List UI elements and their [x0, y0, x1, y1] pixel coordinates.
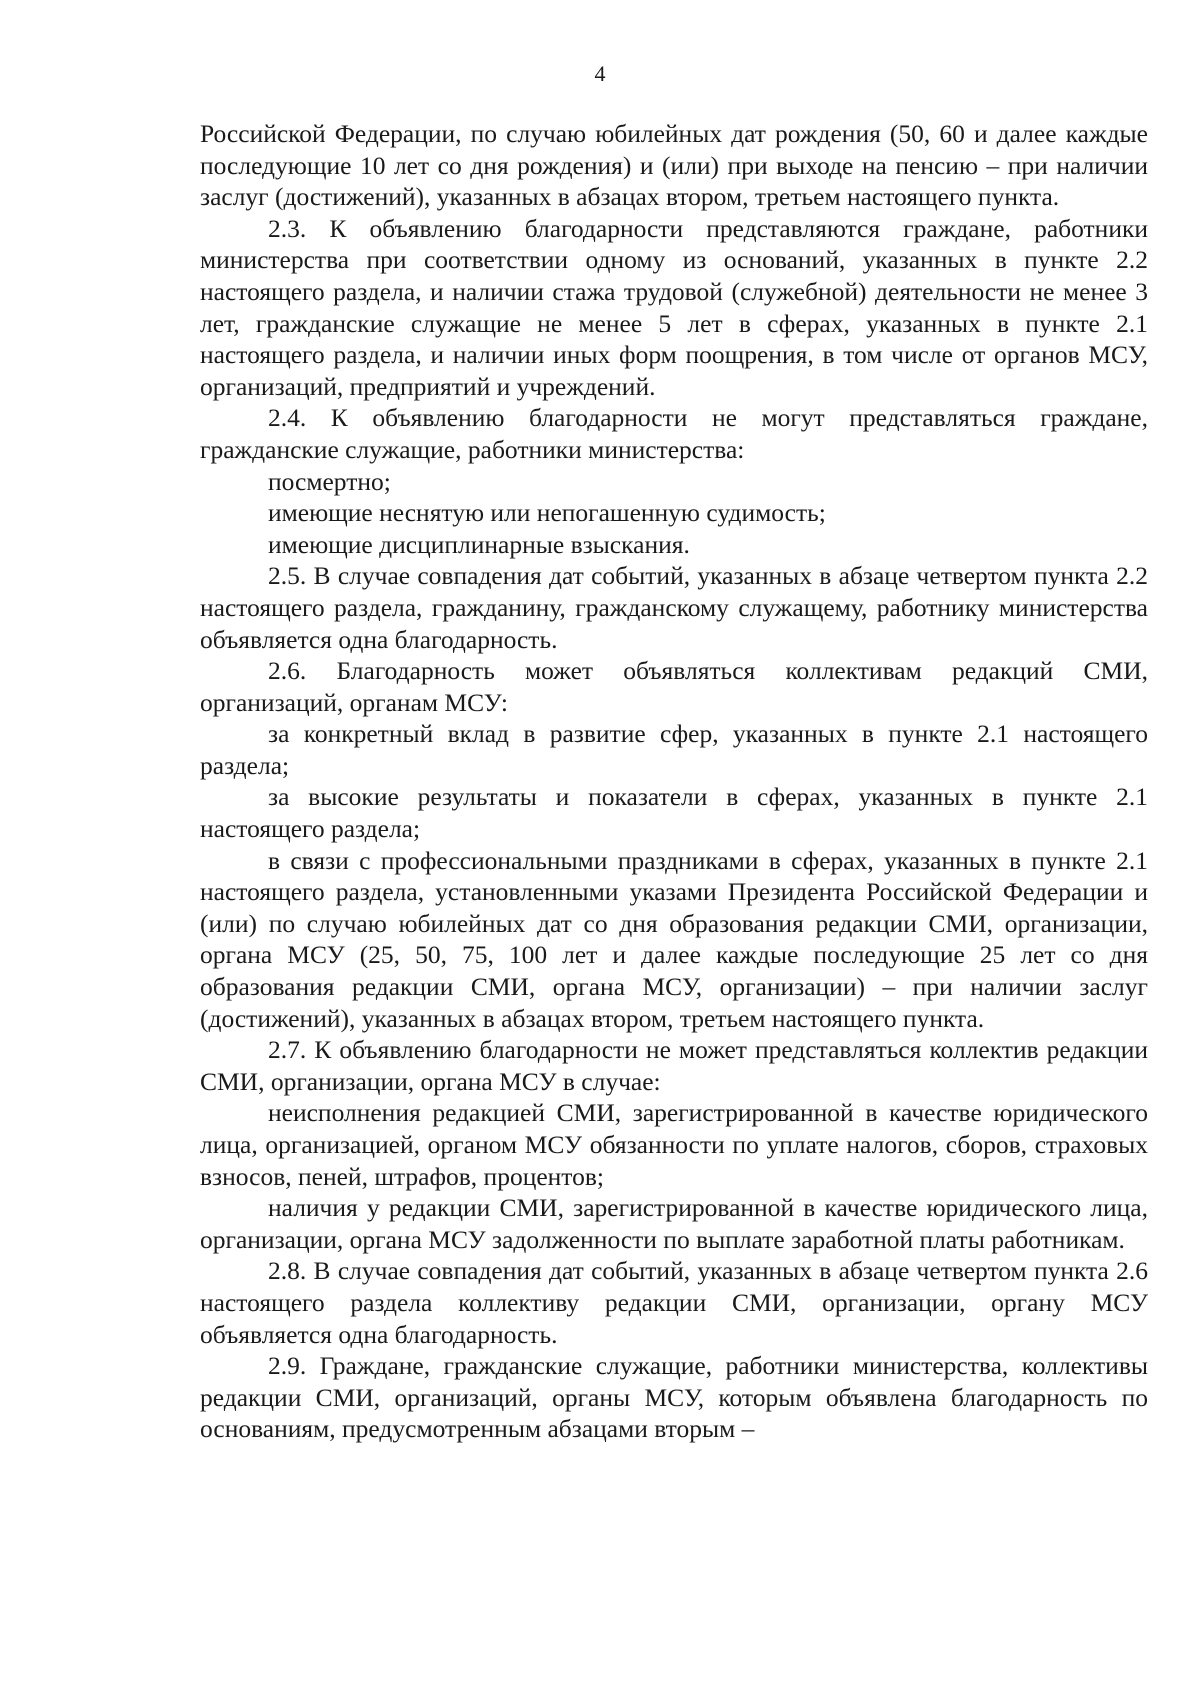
paragraph: посмертно; — [268, 466, 391, 496]
paragraph: 2.6. Благодарность может объявляться коллективам редакций СМИ, организаций, органам МСУ: — [200, 656, 1148, 717]
paragraph: неисполнения редакцией СМИ, зарегистрированной в качестве юридического лица, организацией, органом МСУ обязанности по уплате налогов, сборов, страховых взносов, пеней, штрафов, процентов; — [200, 1098, 1148, 1191]
page-number: 4 — [594, 61, 606, 86]
paragraph: за конкретный вклад в развитие сфер, указанных в пункте 2.1 настоящего раздела; — [200, 719, 1148, 780]
paragraph: имеющие неснятую или непогашенную судимость; — [268, 498, 826, 528]
paragraph: Российской Федерации, по случаю юбилейных дат рождения (50, 60 и далее каждые последующие 10 лет со дня рождения) и (или) при выходе на пенсию – при наличии заслуг (достижений), указанных в абзацах втором, третьем настоящего пункта. — [200, 119, 1148, 212]
paragraph: 2.7. К объявлению благодарности не может представляться коллектив редакции СМИ, организации, органа МСУ в случае: — [200, 1035, 1148, 1096]
paragraph: наличия у редакции СМИ, зарегистрированной в качестве юридического лица, организации, органа МСУ задолженности по выплате заработной платы работникам. — [200, 1193, 1148, 1254]
paragraph: 2.8. В случае совпадения дат событий, указанных в абзаце четвертом пункта 2.6 настоящего раздела коллективу редакции СМИ, организации, органу МСУ объявляется одна благодарность. — [200, 1256, 1148, 1349]
paragraph: 2.3. К объявлению благодарности представляются граждане, работники министерства при соответствии одному из оснований, указанных в пункте 2.2 настоящего раздела, и наличии стажа трудовой (служебной) деятельности не менее 3 лет, гражданские служащие не менее 5 лет в сферах, указанных в пункте 2.1 настоящего раздела, и наличии иных форм поощрения, в том числе от органов МСУ, организаций, предприятий и учреждений. — [200, 213, 1148, 401]
document-body — [200, 118, 1148, 1445]
paragraph: в связи с профессиональными праздниками в сферах, указанных в пункте 2.1 настоящего раздела, установленными указами Президента Российской Федерации и (или) по случаю юбилейных дат со дня образования редакции СМИ, организации, органа МСУ (25, 50, 75, 100 лет и далее каждые последующие 25 лет со дня образования редакции СМИ, органа МСУ, организации) – при наличии заслуг (достижений), указанных в абзацах втором, третьем настоящего пункта. — [200, 845, 1148, 1033]
paragraph: имеющие дисциплинарные взыскания. — [268, 529, 690, 559]
paragraph: 2.5. В случае совпадения дат событий, указанных в абзаце четвертом пункта 2.2 настоящего раздела, гражданину, гражданскому служащему, работнику министерства объявляется одна благодарность. — [200, 561, 1148, 654]
paragraph: 2.9. Граждане, гражданские служащие, работники министерства, коллективы редакции СМИ, организаций, органы МСУ, которым объявлена благодарность по основаниям, предусмотренным абзацами вторым – — [200, 1351, 1148, 1444]
paragraph: за высокие результаты и показатели в сферах, указанных в пункте 2.1 настоящего раздела; — [200, 782, 1148, 844]
paragraph: 2.4. К объявлению благодарности не могут представляться граждане, гражданские служащие, работники министерства: — [200, 403, 1148, 464]
